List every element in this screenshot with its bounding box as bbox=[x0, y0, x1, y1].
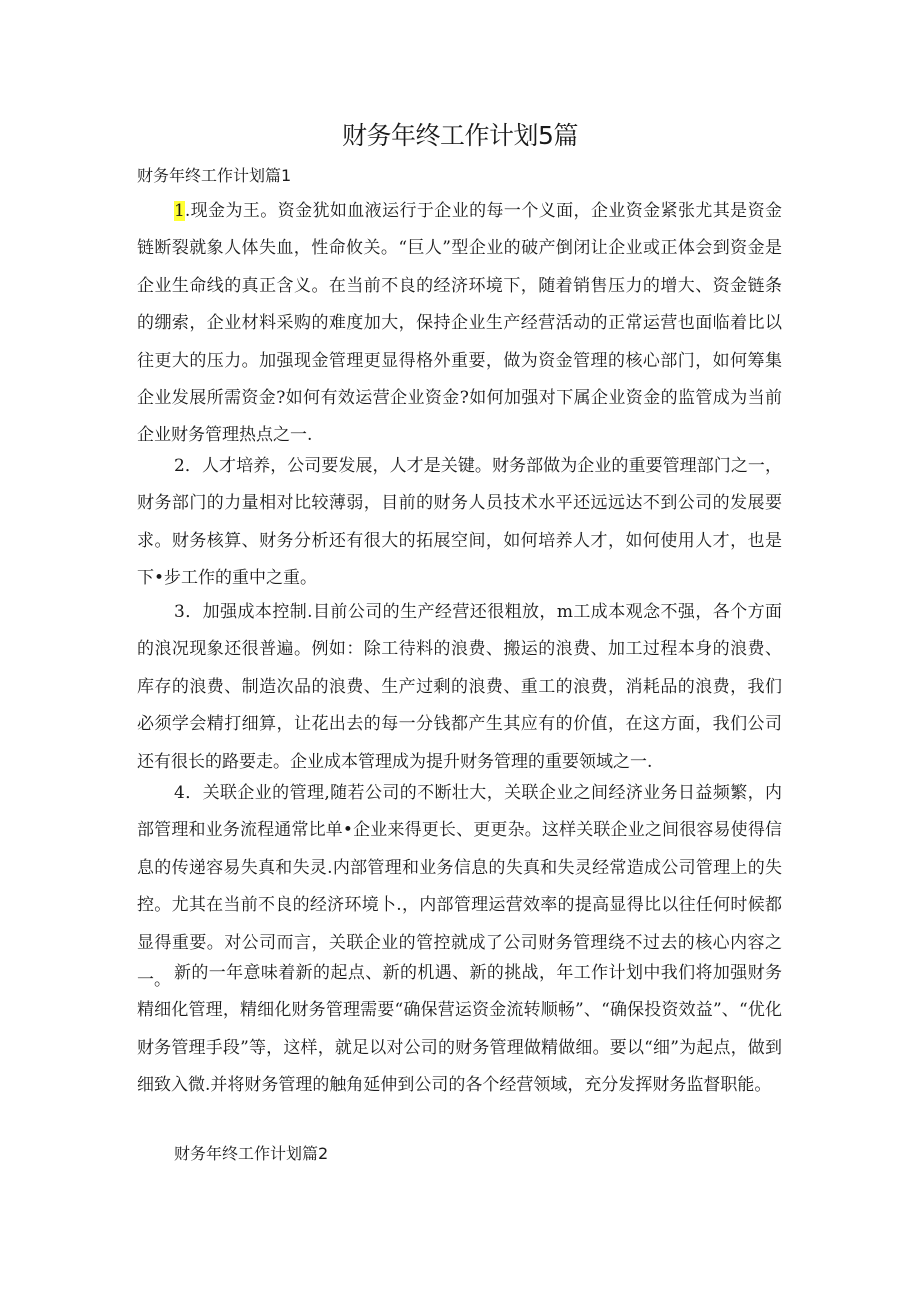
section-heading-2: 财务年终工作计划篇2 bbox=[174, 1144, 329, 1163]
paragraph-2: 2．人才培养，公司要发展，人才是关键。财务部做为企业的重要管理部门之一，财务部门的力量相对比较薄弱，目前的财务人员技术水平还远远达不到公司的发展要求。财务核算、财务分析还有很大的拓展空间，如何培养人才，如何使用人才，也是下•步工作的重中之重。 bbox=[137, 456, 782, 589]
paragraph-4: 4．关联企业的管理,随若公司的不断壮大，关联企业之间经济业务日益频繁，内部管理和业务流程通常比单•企业来得更长、更更杂。这样关联企业之间很容易使得信息的传递容易失真和失灵.内部管理和业务信息的失真和失灵经常造成公司管理上的失控。尤其在当前不良的经济环境卜.，内部管理运营效率的提高显得比以往任何时候都显得重要。对公司而言，关联企业的管控就成了公司财务管理绕不过去的核心内容之一。 bbox=[137, 783, 782, 991]
document-title: 财务年终工作计划5篇 bbox=[342, 121, 578, 150]
paragraph-1 bbox=[137, 193, 782, 455]
paragraph-5: 新的一年意味着新的起点、新的机遇、新的挑战，年工作计划中我们将加强财务精细化管理，精细化财务管理需要“确保营运资金流转顺畅”、“确保投资效益”、“优化财务管理手段”等，这样，就足以对公司的财务管理做精做细。要以“细”为起点，做到细致入微.并将财务管理的触角延伸到公司的各个经营领域，充分发挥财务监督职能。 bbox=[137, 963, 782, 1096]
section-heading-1: 财务年终工作计划篇1 bbox=[137, 166, 292, 185]
paragraph-1-text: .现金为王。资金犹如血液运行于企业的每一个义面，企业资金紧张尤其是资金链断裂就象人体失血，性命攸关。“巨人”型企业的破产倒闭让企业或正体会到资金是企业生命线的真正含义。在当前不良的经济环境下，随着销售压力的增大、资金链条的绷索，企业材料采购的难度加大，保持企业生产经营活动的正常运营也面临着比以往更大的压力。加强现金管理更显得格外重要，做为资金管理的核心部门，如何筹集企业发展所需资金?如何有效运营企业资金?如何加强对下属企业资金的监管成为当前企业财务管理热点之一. bbox=[137, 201, 782, 446]
paragraph-3: 3．加强成本控制.目前公司的生产经营还很粗放，m工成本观念不强，各个方面的浪况现象还很普遍。例如：除工待料的浪费、搬运的浪费、加工过程本身的浪费、库存的浪费、制造次品的浪费、生产过剩的浪费、重工的浪费，消耗品的浪费，我们必须学会精打细算，让花出去的每一分钱都产生其应有的价值，在这方面，我们公司还有很长的路要走。企业成本管理成为提升财务管理的重要领域之一. bbox=[137, 602, 782, 772]
highlighted-marker: 1 bbox=[174, 201, 185, 221]
